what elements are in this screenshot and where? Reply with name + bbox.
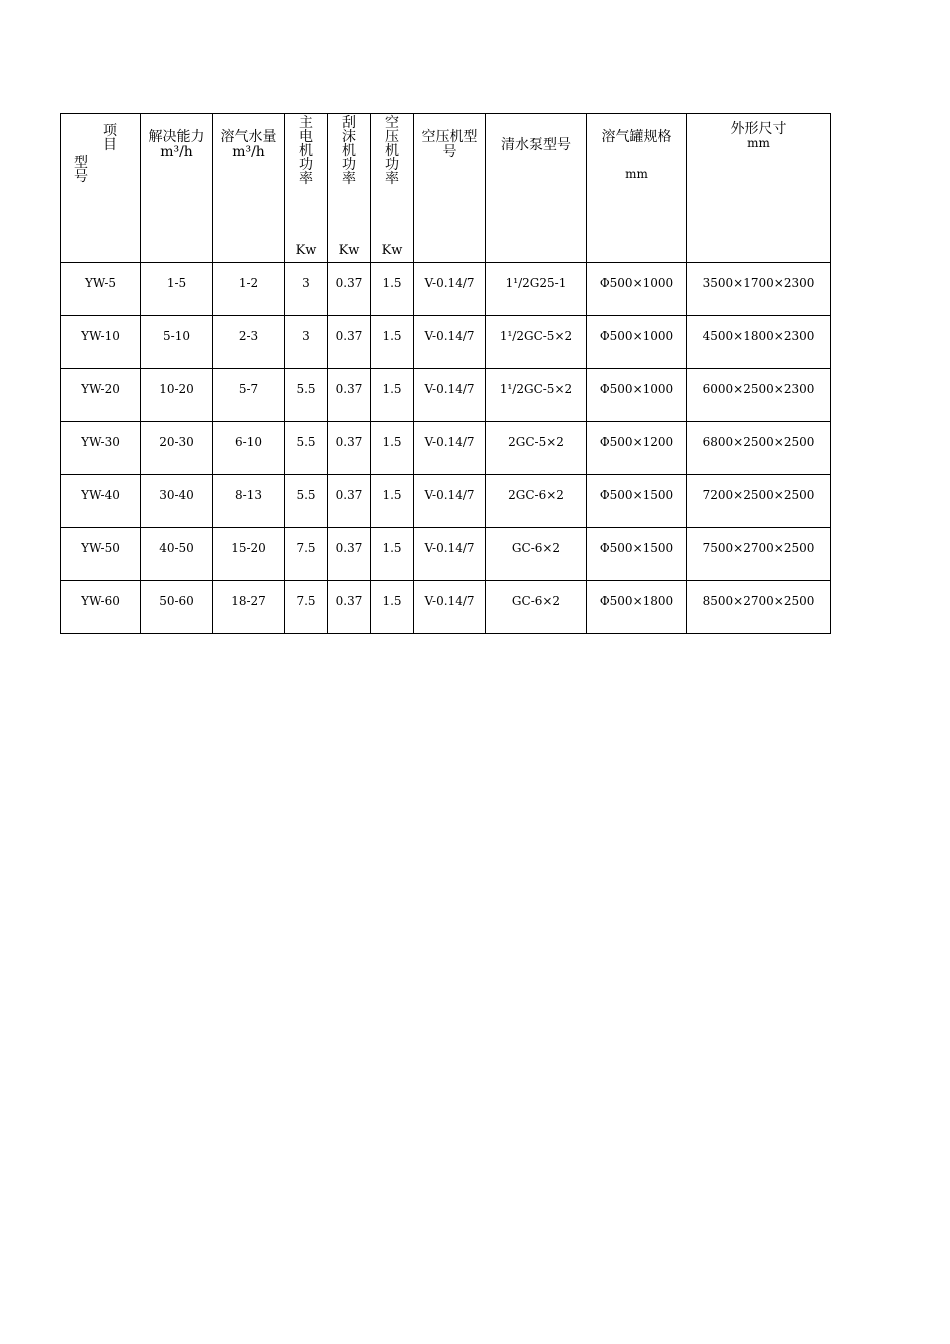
- cell-capacity: 20-30: [141, 422, 213, 475]
- cell-pump-model: 2GC-5×2: [486, 422, 587, 475]
- header-scraper-power-unit: Kw: [338, 243, 360, 258]
- cell-air-volume: 5-7: [213, 369, 285, 422]
- header-capacity: [141, 114, 213, 263]
- header-main-power: [285, 114, 328, 263]
- cell-tank-spec: Φ500×1500: [587, 528, 687, 581]
- cell-dimensions: 7500×2700×2500: [687, 528, 831, 581]
- cell-tank-spec: Φ500×1800: [587, 581, 687, 634]
- cell-air-volume: 1-2: [213, 263, 285, 316]
- table-row: [61, 263, 831, 316]
- cell-scraper-power: 0.37: [328, 528, 371, 581]
- cell-compressor-power: 1.5: [371, 475, 414, 528]
- cell-main-power: 3: [285, 316, 328, 369]
- header-capacity-label: 解决能力: [148, 129, 205, 145]
- cell-compressor-power: 1.5: [371, 581, 414, 634]
- cell-model: YW-10: [61, 316, 141, 369]
- header-pump-model-label: 清水泵型号: [501, 137, 571, 153]
- header-scraper-power: [328, 114, 371, 263]
- cell-compressor-power: 1.5: [371, 422, 414, 475]
- cell-compressor-model: V-0.14/7: [414, 422, 486, 475]
- cell-main-power: 7.5: [285, 528, 328, 581]
- header-tank-spec-unit: mm: [625, 167, 648, 181]
- table-row: [61, 581, 831, 634]
- cell-scraper-power: 0.37: [328, 422, 371, 475]
- cell-scraper-power: 0.37: [328, 475, 371, 528]
- cell-main-power: 5.5: [285, 422, 328, 475]
- cell-capacity: 50-60: [141, 581, 213, 634]
- cell-air-volume: 15-20: [213, 528, 285, 581]
- cell-model: YW-20: [61, 369, 141, 422]
- header-compressor-model-label: 空压机型号: [421, 129, 478, 160]
- header-compressor-power: [371, 114, 414, 263]
- header-dimensions-unit: mm: [747, 136, 770, 150]
- cell-capacity: 30-40: [141, 475, 213, 528]
- cell-scraper-power: 0.37: [328, 263, 371, 316]
- cell-compressor-model: V-0.14/7: [414, 528, 486, 581]
- cell-model: YW-30: [61, 422, 141, 475]
- cell-capacity: 1-5: [141, 263, 213, 316]
- cell-compressor-power: 1.5: [371, 316, 414, 369]
- header-air-volume-label: 溶气水量: [220, 129, 277, 145]
- header-air-volume: [213, 114, 285, 263]
- cell-model: YW-50: [61, 528, 141, 581]
- cell-dimensions: 6000×2500×2300: [687, 369, 831, 422]
- cell-scraper-power: 0.37: [328, 369, 371, 422]
- header-pump-model: [486, 114, 587, 263]
- cell-air-volume: 18-27: [213, 581, 285, 634]
- cell-tank-spec: Φ500×1000: [587, 263, 687, 316]
- header-tank-spec: [587, 114, 687, 263]
- cell-tank-spec: Φ500×1000: [587, 316, 687, 369]
- cell-pump-model: 2GC-6×2: [486, 475, 587, 528]
- header-tank-spec-label: 溶气罐规格: [601, 129, 672, 145]
- header-scraper-power-label: 刮沫机功率: [342, 115, 356, 187]
- cell-dimensions: 3500×1700×2300: [687, 263, 831, 316]
- cell-compressor-model: V-0.14/7: [414, 369, 486, 422]
- header-dimensions: [687, 114, 831, 263]
- cell-compressor-power: 1.5: [371, 369, 414, 422]
- cell-main-power: 5.5: [285, 369, 328, 422]
- cell-pump-model: GC-6×2: [486, 581, 587, 634]
- cell-tank-spec: Φ500×1500: [587, 475, 687, 528]
- cell-capacity: 10-20: [141, 369, 213, 422]
- header-compressor-model: [414, 114, 486, 263]
- header-model-label-a: 项目: [103, 123, 117, 153]
- spec-table: [60, 113, 831, 634]
- table-row: [61, 369, 831, 422]
- cell-model: YW-40: [61, 475, 141, 528]
- table-row: [61, 422, 831, 475]
- header-model: [61, 114, 141, 263]
- header-compressor-power-label: 空压机功率: [385, 115, 399, 187]
- cell-air-volume: 6-10: [213, 422, 285, 475]
- cell-dimensions: 6800×2500×2500: [687, 422, 831, 475]
- cell-main-power: 7.5: [285, 581, 328, 634]
- cell-model: YW-60: [61, 581, 141, 634]
- cell-scraper-power: 0.37: [328, 316, 371, 369]
- header-air-volume-unit: m³/h: [232, 144, 265, 160]
- cell-pump-model: 1¹/2GC-5×2: [486, 316, 587, 369]
- cell-compressor-model: V-0.14/7: [414, 263, 486, 316]
- header-model-label-b: 型号: [74, 155, 88, 185]
- table-row: [61, 528, 831, 581]
- cell-main-power: 5.5: [285, 475, 328, 528]
- cell-tank-spec: Φ500×1200: [587, 422, 687, 475]
- cell-compressor-power: 1.5: [371, 528, 414, 581]
- cell-dimensions: 4500×1800×2300: [687, 316, 831, 369]
- cell-dimensions: 8500×2700×2500: [687, 581, 831, 634]
- header-capacity-unit: m³/h: [160, 144, 193, 160]
- cell-compressor-model: V-0.14/7: [414, 475, 486, 528]
- cell-main-power: 3: [285, 263, 328, 316]
- cell-dimensions: 7200×2500×2500: [687, 475, 831, 528]
- cell-pump-model: GC-6×2: [486, 528, 587, 581]
- cell-model: YW-5: [61, 263, 141, 316]
- cell-compressor-power: 1.5: [371, 263, 414, 316]
- header-compressor-power-unit: Kw: [381, 243, 403, 258]
- cell-air-volume: 8-13: [213, 475, 285, 528]
- cell-compressor-model: V-0.14/7: [414, 316, 486, 369]
- cell-pump-model: 1¹/2GC-5×2: [486, 369, 587, 422]
- cell-compressor-model: V-0.14/7: [414, 581, 486, 634]
- table-row: [61, 475, 831, 528]
- header-row: [61, 114, 831, 263]
- cell-capacity: 40-50: [141, 528, 213, 581]
- cell-capacity: 5-10: [141, 316, 213, 369]
- cell-scraper-power: 0.37: [328, 581, 371, 634]
- table-row: [61, 316, 831, 369]
- header-dimensions-label: 外形尺寸: [730, 121, 787, 137]
- cell-pump-model: 1¹/2G25-1: [486, 263, 587, 316]
- cell-air-volume: 2-3: [213, 316, 285, 369]
- cell-tank-spec: Φ500×1000: [587, 369, 687, 422]
- header-main-power-label: 主电机功率: [299, 115, 313, 187]
- header-main-power-unit: Kw: [295, 243, 317, 258]
